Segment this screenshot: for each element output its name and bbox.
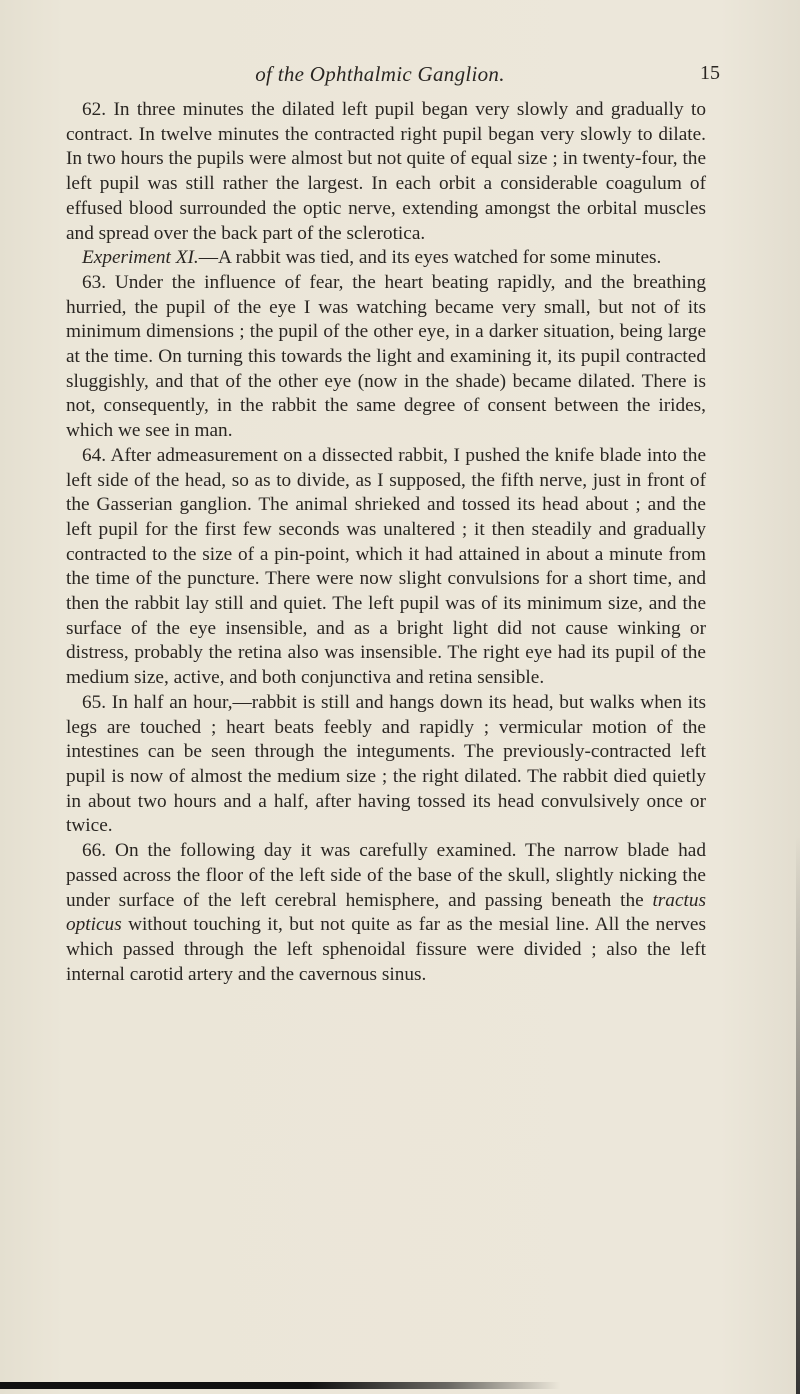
experiment-text: —A rabbit was tied, and its eyes watched for some minutes.	[198, 247, 662, 269]
paragraph-66-part2: without touching it, but not quite as far as the mesial line. All the nerves which passed through the left sphenoidal fissure were divided ; also the left internal carotid artery and the cavernous sinus.	[66, 914, 706, 985]
paragraph-66	[66, 839, 706, 987]
paragraph-62: 62. In three minutes the dilated left pupil began very slowly and gradually to contract. In twelve minutes the contracted right pupil began very slowly to dilate. In two hours the pupils were almost but not quite of equal size ; in twenty-four, the left pupil was still rather the largest. In each orbit a considerable coagulum of effused blood surrounded the optic nerve, extending amongst the orbital muscles and spread over the back part of the sclerotica.	[66, 99, 706, 244]
experiment-label: Experiment XI.	[82, 247, 199, 269]
paragraph-66-part1: 66. On the following day it was carefully examined. The narrow blade had passed across the floor of the left side of the base of the skull, slightly nicking the under surface of the left cerebral hemisphere, and passing beneath the	[66, 840, 706, 911]
paragraph-64: 64. After admeasurement on a dissected rabbit, I pushed the knife blade into the left side of the head, so as to divide, as I supposed, the fifth nerve, just in front of the Gasserian ganglion. The animal shrieked and tossed its head about ; and the left pupil for the first few seconds was unaltered ; it then steadily and gradually contracted to the size of a pin-point, which it had attained in about a minute from the time of the puncture. There were now slight convulsions for a short time, and then the rabbit lay still and quiet. The left pupil was of its minimum size, and the surface of the eye insensible, and as a bright light did not cause winking or distress, probably the retina also was insensible. The right eye had its pupil of the medium size, active, and both conjunctiva and retina sensible.	[66, 444, 706, 689]
paragraph-66-italic: tractus opticus	[66, 889, 706, 936]
paragraph-63: 63. Under the influence of fear, the heart beating rapidly, and the breathing hurried, the pupil of the eye I was watching became very small, but not of its minimum dimensions ; the pupil of the other eye, in a darker situation, being large at the time. On turning this towards the light and examining it, its pupil contracted sluggishly, and that of the other eye (now in the shade) became dilated. There is not, consequently, in the rabbit the same degree of consent between the irides, which we see in man.	[66, 271, 706, 442]
page-number: 15	[700, 62, 720, 84]
running-title: of the Ophthalmic Ganglion.	[255, 62, 505, 86]
scan-bottom-edge	[0, 1382, 560, 1389]
body-text	[66, 98, 706, 987]
experiment-heading	[66, 246, 706, 271]
scan-right-edge	[796, 0, 800, 1394]
page-header	[60, 62, 720, 92]
paragraph-65: 65. In half an hour,—rabbit is still and hangs down its head, but walks when its legs are touched ; heart beats feebly and rapidly ; vermicular motion of the intestines can be seen through the integuments. The previously-contracted left pupil is now of almost the medium size ; the right dilated. The rabbit died quietly in about two hours and a half, after having tossed its head convulsively once or twice.	[66, 691, 706, 837]
